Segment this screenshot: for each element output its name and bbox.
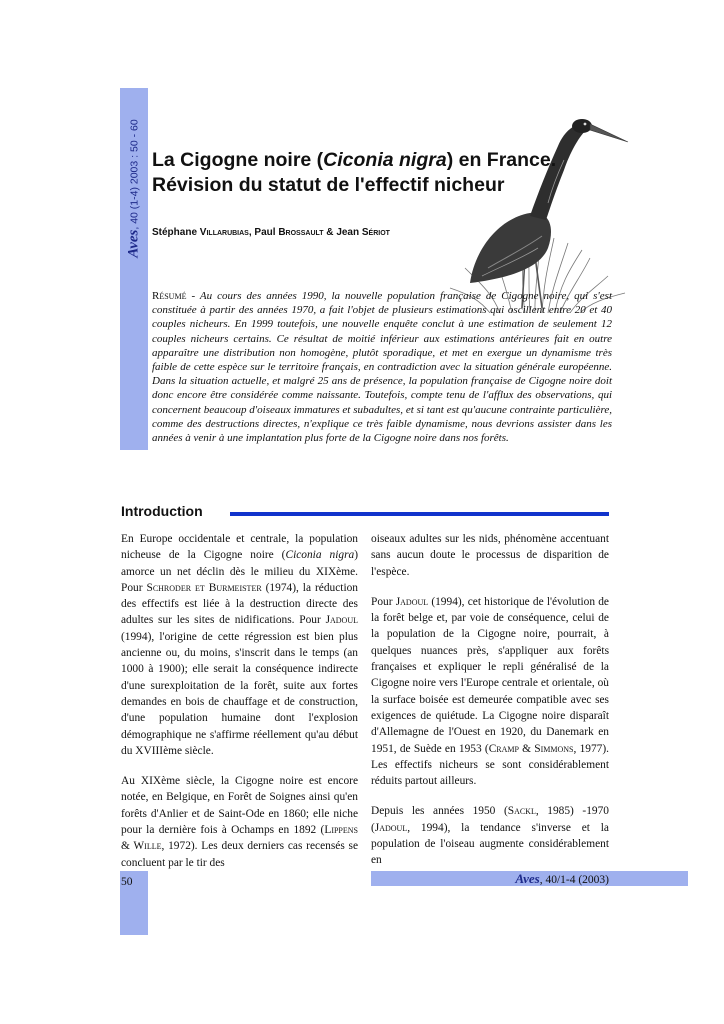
title-species-name: Ciconia nigra: [323, 149, 447, 171]
author-last-name: Sériot: [361, 227, 390, 238]
species-name: Ciconia nigra: [285, 549, 355, 562]
citation-author: Cramp & Simmons: [488, 742, 574, 755]
title-text: ) en France.: [446, 149, 557, 171]
footer-reference-text: , 40/1-4 (2003): [539, 874, 609, 886]
paragraph: Depuis les années 1950 (Sackl, 1985) -1970 (Jadoul, 1994), la tendance s'inverse et la population de l'oiseau augmente considérablement en: [371, 805, 609, 867]
abstract-text: - Au cours des années 1990, la nouvelle population française de Cigogne noire, qui s'est constituée à partir des années 1970, a fait l'objet de plusieurs estimations qui oscillent entre 20 et 40 couples nicheurs. En 1999 toutefois, une nouvelle enquête conclut à une estimation de seulement 12 couples nicheurs certains. Ce résultat de moitié inférieur aux estimations antérieures fait en outre apparaître une distribution non homogène, plutôt sporadique, et met en exergue un dynamisme très faible de cette espèce sur le territoire français, en contradiction avec la situation générale européenne. Dans la situation actuelle, et malgré 25 ans de présence, la population française de Cigogne noire doit donc encore être considérée comme naissante. Toutefois, compte tenu de l'afflux des observations, qui concernent beaucoup d'oiseaux immatures et subadultes, et si tant est qu'aucune contrainte particulière, comme des destructions directes, n'explique ce très faible dynamisme, nous devrions assister dans les années à venir à une implantation plus forte de la Cigogne noire dans nos forêts.: [152, 290, 612, 445]
title-line-2: Révision du statut de l'effectif nicheur: [152, 174, 505, 196]
footer-journal-reference: [371, 871, 609, 886]
body-column-right: [371, 531, 609, 883]
abstract-label: Résumé: [152, 290, 187, 302]
citation-author: Jadoul: [325, 614, 358, 627]
citation-author: Jadoul: [374, 821, 408, 834]
author-last-name: Villarubias: [199, 227, 249, 238]
citation-author: Schroder et Burmeister: [146, 581, 262, 594]
author-first-name: Paul: [254, 227, 279, 238]
paragraph: Au XIXème siècle, la Cigogne noire est encore notée, en Belgique, en Forêt de Soignes ainsi qu'en forêts d'Anlier et de Saint-Ode en 1860; elle niche pour la dernière fois à Ochamps en 1892 (Lippens & Wille, 1972). Les deux derniers cas recensés se concluent par le tir des: [121, 775, 358, 869]
citation-author: Lippens & Wille: [121, 824, 358, 853]
abstract: [152, 289, 612, 445]
journal-citation-vertical: [120, 88, 148, 288]
page-number: 50: [121, 876, 133, 888]
section-heading: Introduction: [121, 503, 203, 519]
paragraph: En Europe occidentale et centrale, la population nicheuse de la Cigogne noire (Ciconia nigra) amorce un net déclin dès le milieu du XIXème. Pour Schroder et Burmeister (1974), la réduction des effectifs est liée à la destruction directe des adultes sur les sites de nidifications. Pour Jadoul (1994), l'origine de cette régression est bien plus ancienne ou, du moins, s'inscrit dans le temps (an 1000 à 1900); elle serait la conséquence indirecte d'une surexploitation de la forêt, suite aux fortes demandes en bois de chauffage et de construction, d'une population humaine dont l'explosion démographique ne s'affirme réellement qu'au début du XVIIIème siècle.: [121, 533, 358, 757]
author-last-name: Brossault: [278, 227, 324, 238]
journal-citation: , 40 (1-4) 2003 : 50 - 60: [128, 118, 141, 230]
author-first-name: Stéphane: [152, 227, 200, 238]
journal-name: Aves: [125, 229, 142, 258]
author-separator: ,: [248, 227, 255, 238]
paragraph: oiseaux adultes sur les nids, phénomène accentuant sans aucun doute le processus de disparition de l'espèce.: [371, 533, 609, 578]
section-rule: [230, 512, 609, 516]
paragraph: Pour Jadoul (1994), cet historique de l'évolution de la forêt belge et, par voie de conséquence, celui de la population de la Cigogne noire, pourrait, à quelques nuances près, s'appliquer aux forêts françaises et expliquer le repli généralisé de la Cigogne noire vers l'Europe centrale et orientale, où la surface boisée est demeurée compatible avec ses exigences de quiétude. La Cigogne noire disparaît d'Allemagne de l'Ouest en 1920, du Danemark en 1951, de Suède en 1953 (Cramp & Simmons, 1977). Les effectifs nicheurs se sont considérablement réduits partout ailleurs.: [371, 595, 610, 788]
title-text: La Cigogne noire (: [152, 149, 324, 171]
body-column-left: [121, 531, 358, 885]
citation-author: Jadoul: [395, 595, 429, 608]
black-stork-illustration: [430, 108, 630, 313]
title-line-1: [152, 148, 572, 173]
footer-journal-name: Aves: [515, 871, 540, 886]
authors: [152, 227, 572, 238]
author-first-name: Jean: [336, 227, 362, 238]
article-title: [152, 148, 572, 198]
citation-author: Sackl: [507, 805, 536, 818]
author-separator: &: [323, 227, 337, 238]
